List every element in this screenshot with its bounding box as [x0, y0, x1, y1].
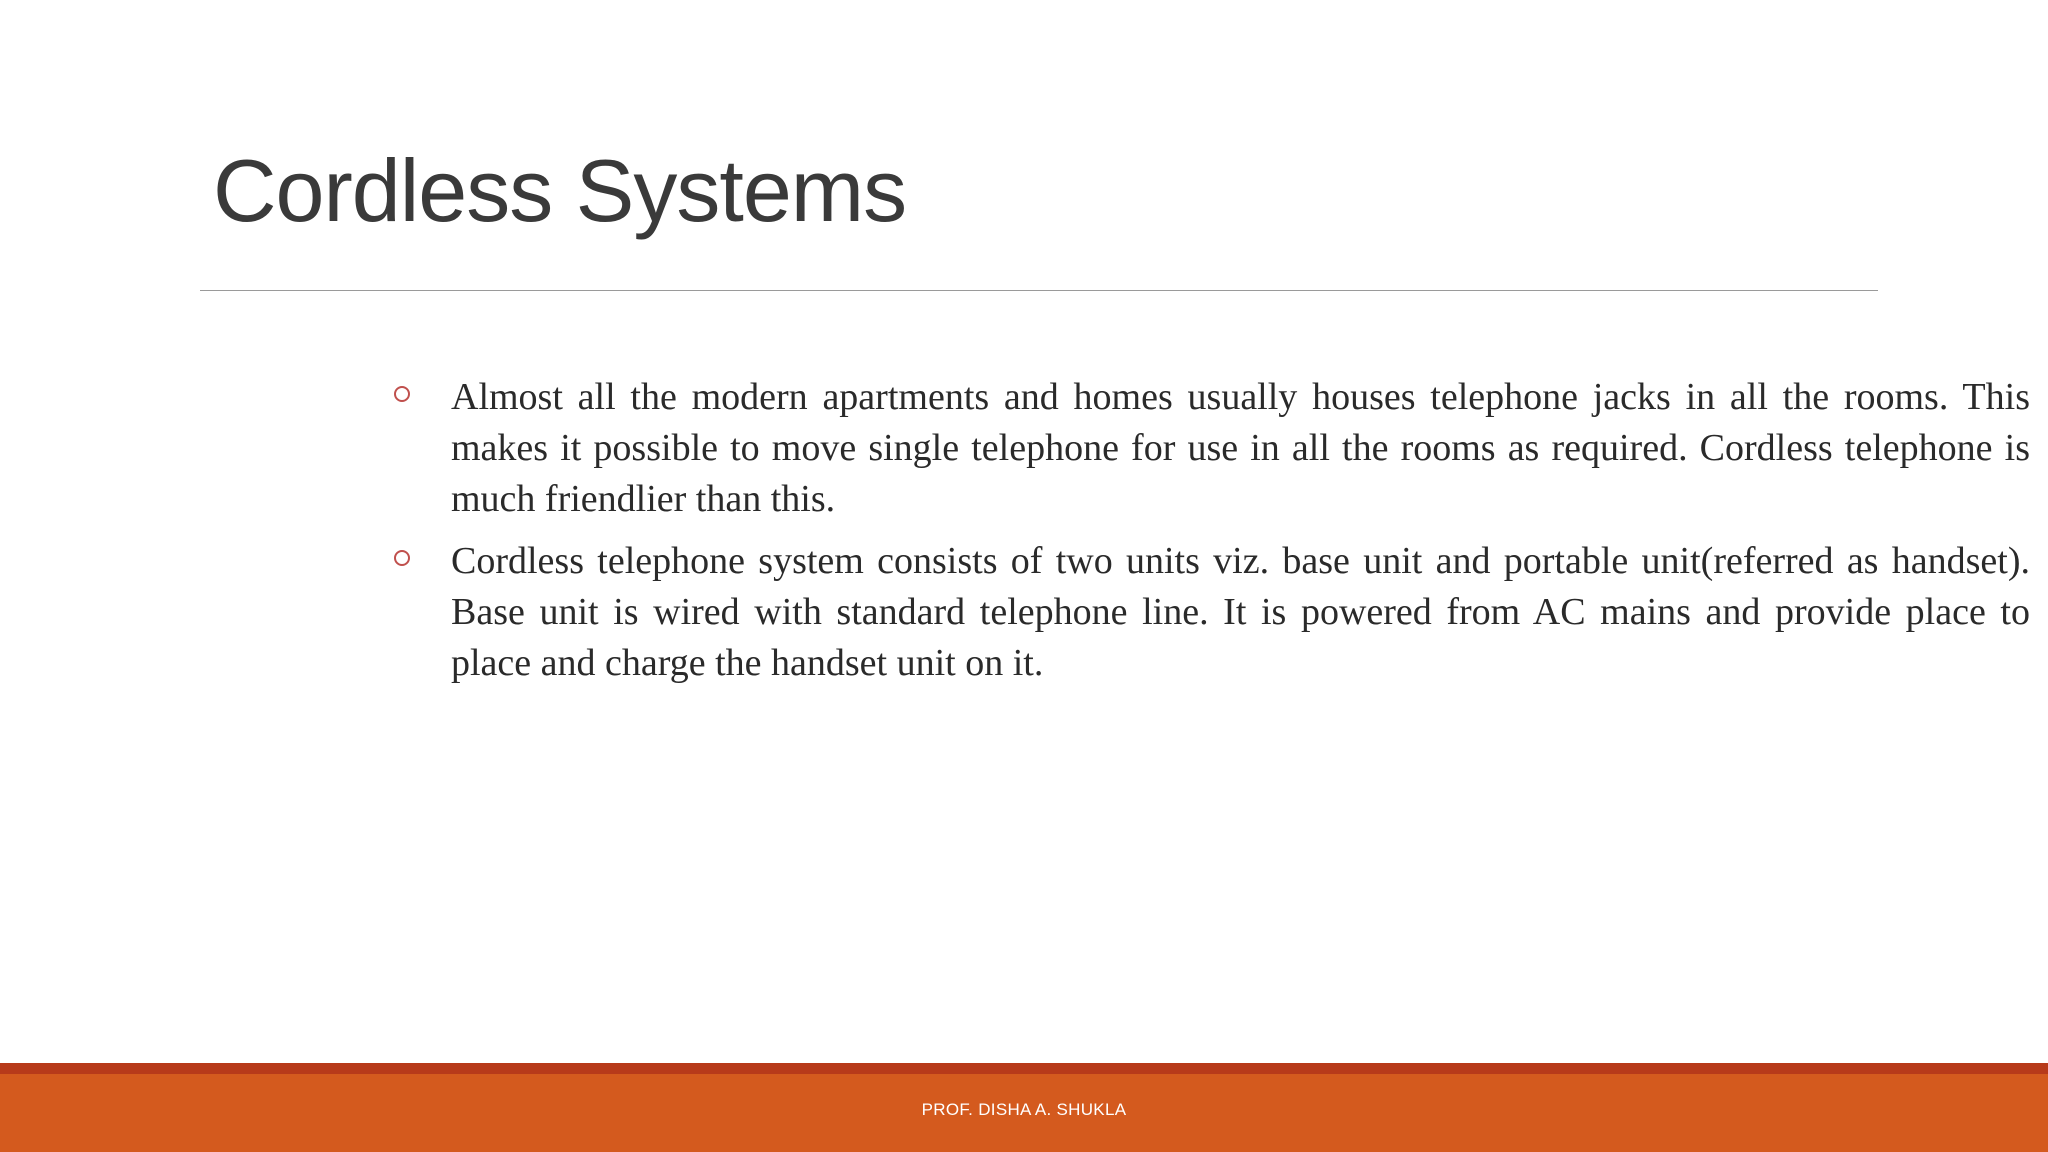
hollow-circle-icon	[394, 386, 410, 402]
bullet-list	[390, 372, 2030, 700]
title-divider	[200, 290, 1878, 291]
footer-author: PROF. DISHA A. SHUKLA	[921, 1100, 1127, 1119]
bullet-item	[390, 372, 2030, 525]
bullet-item	[390, 536, 2030, 689]
slide-title: Cordless Systems	[213, 141, 907, 240]
footer-accent-stripe	[0, 1063, 2048, 1074]
footer-bar	[0, 1074, 2048, 1152]
hollow-circle-icon	[394, 550, 410, 566]
bullet-text: Cordless telephone system consists of two units viz. base unit and portable unit(referred as handset). Base unit is wired with standard telephone line. It is powered from AC mains and provide place to place and charge the handset unit on it.	[451, 540, 2030, 684]
bullet-text: Almost all the modern apartments and homes usually houses telephone jacks in all the rooms. This makes it possible to move single telephone for use in all the rooms as required. Cordless telephone is much friendlier than this.	[451, 376, 2030, 520]
